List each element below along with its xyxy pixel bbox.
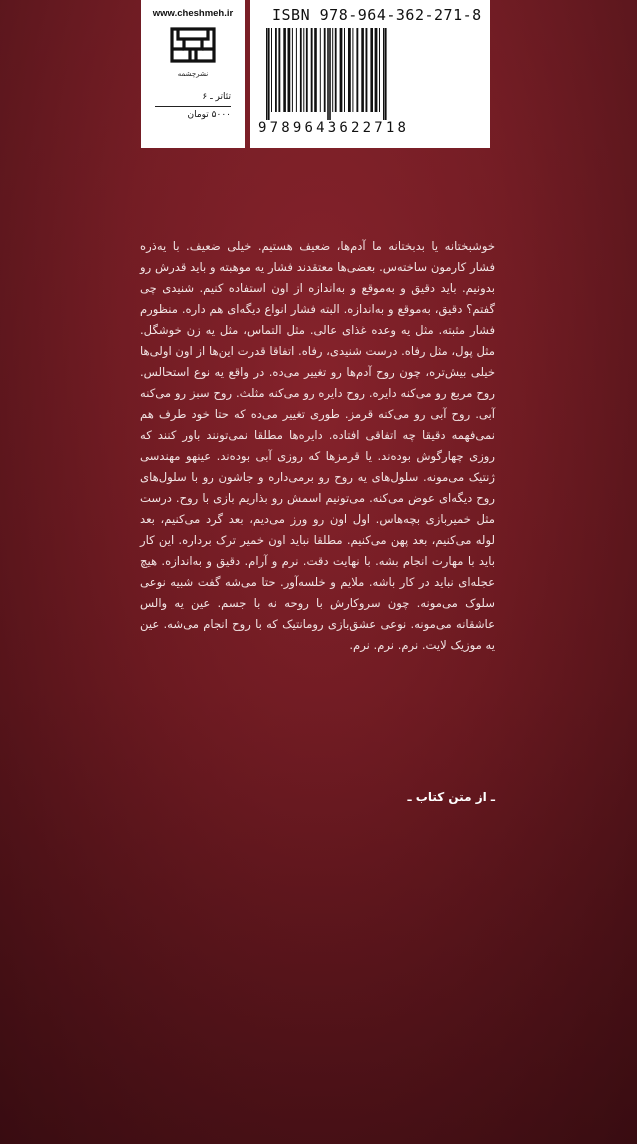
barcode-bar	[366, 28, 368, 112]
isbn-label: ISBN 978-964-362-271-8	[272, 6, 482, 24]
barcode-bar	[356, 28, 358, 112]
cheshmeh-logo-icon	[170, 25, 216, 65]
barcode-bar	[314, 28, 317, 112]
price-divider	[155, 106, 231, 107]
barcode	[264, 28, 476, 120]
barcode-bar	[303, 28, 304, 112]
barcode-bar	[271, 28, 272, 112]
barcode-guard-bar	[329, 28, 331, 120]
barcode-bar	[275, 28, 277, 112]
barcode-bar	[352, 28, 353, 112]
series-label: تئاتر ـ ۶	[202, 92, 231, 102]
barcode-bar	[320, 28, 321, 112]
barcode-bar	[370, 28, 373, 112]
barcode-bar	[344, 28, 345, 112]
barcode-guard-bar	[327, 28, 329, 120]
barcode-bar	[324, 28, 326, 112]
barcode-bar	[306, 28, 308, 112]
isbn-box	[250, 0, 490, 148]
barcode-bar	[332, 28, 333, 112]
publisher-box	[141, 0, 245, 148]
publisher-name: نشرچشمه	[177, 70, 209, 78]
publisher-url: www.cheshmeh.ir	[152, 8, 234, 19]
barcode-bar	[361, 28, 364, 112]
barcode-bar	[311, 28, 313, 112]
barcode-bar	[292, 28, 293, 112]
barcode-guard-bar	[266, 28, 268, 120]
barcode-bar	[278, 28, 280, 112]
excerpt-source: ـ از متن کتاب ـ	[407, 790, 495, 804]
barcode-bar	[379, 28, 380, 112]
barcode-bar	[340, 28, 343, 112]
price-label: ۵۰۰۰ تومان	[187, 110, 231, 120]
barcode-bar	[300, 28, 302, 112]
barcode-bar	[348, 28, 351, 112]
barcode-bar	[335, 28, 337, 112]
barcode-guard-bar	[268, 28, 270, 120]
barcode-digits: 9789643622718	[258, 120, 410, 136]
excerpt-text: خوشبختانه یا بدبختانه ما آدم‌ها، ضعیف هستیم. خیلی ضعیف. با یه‌ذره فشار کارمون ساخته‌س. بعضی‌ها معتقدند فشار یه موهبته و باید قدرش رو بدونیم. باید دقیق و به‌موقع و به‌اندازه از اون استفاده کنیم. شنیدی چی گفتم؟ دقیق، به‌موقع و به‌اندازه. البته فشار انواع دیگه‌ای هم داره. منظورم فشار مثبته. مثل یه وعده غذای عالی. مثل التماس، مثل یه زن خوشگل. مثل پول، مثل رفاه. درست شنیدی، رفاه. اتفاقا قدرت این‌ها از اون اولی‌ها خیلی بیش‌تره، چون روح آدم‌ها رو تغییر می‌ده. در واقع یه نوع استحالس. روح مربع رو می‌کنه دایره. روح دایره رو می‌کنه مثلث. روح سبز رو می‌کنه آبی. روح آبی رو می‌کنه قرمز. طوری تغییر می‌ده که حتا خود طرف هم نمی‌فهمه دقیقا چه اتفاقی افتاده. دایره‌ها مطلقا نمی‌تونند باور کنند که روزی چهارگوش بوده‌ند. یا قرمزها که روزی آبی بوده‌ند. عینهو مهندسی ژنتیک می‌مونه. سلول‌های یه روح رو برمی‌داره و جاشون رو با سلول‌های روح دیگه‌ای عوض می‌کنه. می‌تونیم اسمش رو بذاریم بازی با روح. درست مثل خمیربازی بچه‌هاس. اول اون رو ورز می‌دیم، بعد گرد می‌کنیم، بعد لوله می‌کنیم، بعد پهن می‌کنیم. مطلقا نباید اون خمیر ترک برداره. این کار باید با مهارت انجام بشه. با نهایت دقت. نرم و آرام. دقیق و به‌اندازه. هیچ عجله‌ای نباید در کار باشه. ملایم و خلسه‌آور. حتا می‌شه گفت شبیه نوعی سلوک می‌مونه. چون سروکارش با روحه نه با جسم. عین یه والس عاشقانه می‌مونه. نوعی عشق‌بازی رومانتیک که با روح انجام می‌شه. عین یه موزیک لایت. نرم. نرم. نرم.	[140, 239, 495, 652]
barcode-guard-bar	[383, 28, 385, 120]
barcode-bar	[283, 28, 286, 112]
barcode-guard-bar	[385, 28, 387, 120]
barcode-bar	[296, 28, 297, 112]
barcode-bar	[375, 28, 378, 112]
barcode-bar	[288, 28, 291, 112]
